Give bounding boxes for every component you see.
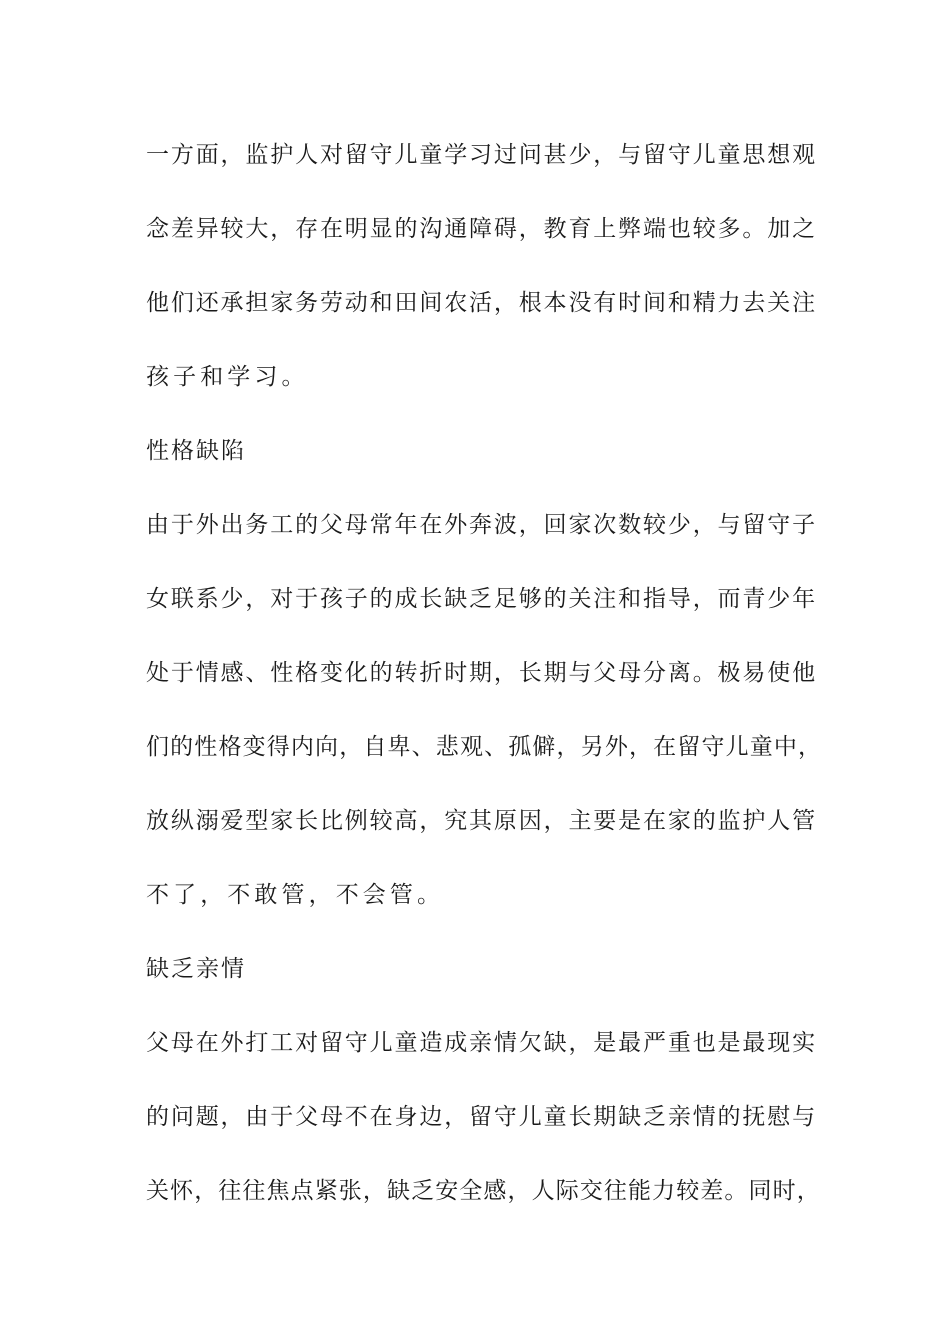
paragraph-line: 一方面，监护人对留守儿童学习过问甚少，与留守儿童思想观: [146, 142, 817, 168]
paragraph-line: 放纵溺爱型家长比例较高，究其原因，主要是在家的监护人管: [146, 808, 817, 834]
paragraph-line: 孩子和学习。: [146, 364, 309, 390]
paragraph-line: 关怀，往往焦点紧张，缺乏安全感，人际交往能力较差。同时，: [146, 1178, 821, 1204]
paragraph-line: 们的性格变得内向，自卑、悲观、孤僻，另外，在留守儿童中，: [146, 734, 823, 760]
section-heading: 性格缺陷: [146, 438, 246, 464]
paragraph-line: 他们还承担家务劳动和田间农活，根本没有时间和精力去关注: [146, 290, 817, 316]
paragraph-line: 的问题，由于父母不在身边，留守儿童长期缺乏亲情的抚慰与: [146, 1104, 817, 1130]
paragraph-line: 不了，不敢管，不会管。: [146, 882, 445, 908]
paragraph-line: 由于外出务工的父母常年在外奔波，回家次数较少，与留守子: [146, 512, 817, 538]
paragraph-line: 念差异较大，存在明显的沟通障碍，教育上弊端也较多。加之: [146, 216, 817, 242]
paragraph-line: 父母在外打工对留守儿童造成亲情欠缺，是最严重也是最现实: [146, 1030, 817, 1056]
section-heading: 缺乏亲情: [146, 956, 246, 982]
paragraph-line: 女联系少，对于孩子的成长缺乏足够的关注和指导，而青少年: [146, 586, 817, 612]
paragraph-line: 处于情感、性格变化的转折时期，长期与父母分离。极易使他: [146, 660, 817, 686]
